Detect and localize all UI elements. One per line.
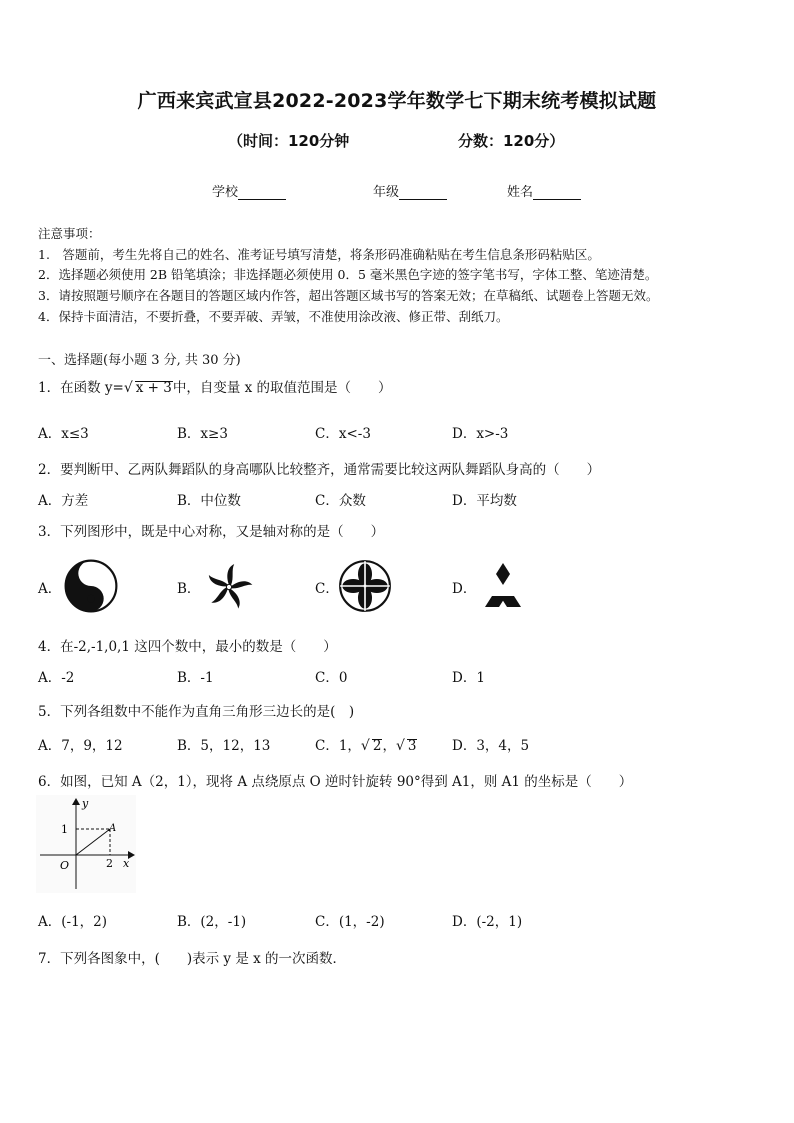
grade-blank[interactable] [399,186,447,200]
page-title: 广西来宾武宣县2022-2023学年数学七下期末统考模拟试题 [137,90,657,112]
option-c[interactable]: C． [315,581,339,597]
x-tick-label: 2 [106,857,113,870]
origin-label: O [60,859,70,872]
point-a-label: A [109,823,117,834]
note-item: 1. 答题前，考生先将自己的姓名、准考证号填写清楚，将条形码准确粘贴在考生信息条形码粘贴区。 [38,247,600,262]
exam-score: 分数：120分） [458,132,565,150]
option-b[interactable]: B．5，12，13 [177,738,271,754]
radical-sign: √ [123,380,133,396]
option-b[interactable]: B． [177,581,201,597]
note-item: 4．保持卡面清洁，不要折叠，不要弄破、弄皱，不准使用涂改液、修正带、刮纸刀。 [38,309,509,324]
radical-sign: √ [360,738,370,754]
section-title: 一、选择题(每小题 3 分, 共 30 分) [38,353,241,368]
coordinate-figure [36,795,136,893]
y-axis-label: y [82,797,89,810]
option-b[interactable]: B．x≥3 [177,426,228,442]
option-a[interactable]: A．(-1，2) [38,914,108,930]
question-5-stem: 5．下列各组数中不能作为直角三角形三边长的是( ) [38,704,355,720]
four-petal-circle-icon[interactable] [338,559,392,613]
question-1-stem-pre: 1．在函数 y= [38,380,124,396]
question-2-stem: 2．要判断甲、乙两队舞蹈队的身高哪队比较整齐，通常需要比较这两队舞蹈队身高的（ ） [38,462,601,478]
radicand: 3 [407,738,417,754]
option-d[interactable]: D．1 [452,670,485,686]
question-7-stem: 7．下列各图象中，( )表示 y 是 x 的一次函数． [38,951,347,967]
option-c[interactable]: C．0 [315,670,348,686]
school-field [212,181,286,200]
radicand: 2 [372,738,382,754]
radical-sign: √ [395,738,405,754]
pinwheel-icon[interactable] [203,561,255,613]
option-a[interactable]: A．-2 [38,670,75,686]
note-item: 2．选择题必须使用 2B 铅笔填涂；非选择题必须使用 0．5 毫米黑色字迹的签字笔书写，字体工整、笔迹清楚。 [38,267,658,282]
school-blank[interactable] [238,186,286,200]
name-label: 姓名 [507,185,534,200]
radicand: x + 3 [135,380,172,396]
option-d[interactable]: D．3，4，5 [452,738,530,754]
option-b[interactable]: B．(2，-1) [177,914,247,930]
exam-time: （时间：120分钟 [228,132,350,150]
school-label: 学校 [212,185,239,200]
option-d[interactable]: D．平均数 [452,493,517,509]
option-a[interactable]: A．x≤3 [38,426,89,442]
option-a[interactable]: A． [38,581,62,597]
option-c-prefix: C．1， [315,738,361,754]
option-c[interactable]: C．x<-3 [315,426,371,442]
grade-label: 年级 [373,185,400,200]
three-diamond-icon[interactable] [478,562,528,608]
question-1-stem [38,376,392,396]
option-d[interactable]: D．(-2，1) [452,914,523,930]
option-d[interactable]: D．x>-3 [452,426,509,442]
question-1-stem-post: 中，自变量 x 的取值范围是（ ） [172,380,392,396]
yin-yang-icon[interactable] [64,559,118,613]
y-tick-label: 1 [61,823,68,836]
option-d[interactable]: D． [452,581,477,597]
question-6-stem: 6．如图，已知 A（2，1），现将 A 点绕原点 O 逆时针旋转 90°得到 A1，则 A1 的坐标是（ ） [38,774,633,790]
note-item: 3．请按照题号顺序在各题目的答题区域内作答，超出答题区域书写的答案无效；在草稿纸、试题卷上答题无效。 [38,288,659,303]
question-4-stem: 4．在-2,-1,0,1 这四个数中，最小的数是（ ） [38,639,337,655]
notes-heading: 注意事项： [38,226,101,241]
option-c[interactable]: C．1，√ 2，√ 3 [315,738,417,754]
grade-field [373,181,447,200]
option-b[interactable]: B．中位数 [177,493,241,509]
option-a[interactable]: A．方差 [38,493,89,509]
name-field [507,181,581,200]
x-axis-label: x [123,857,130,870]
option-c[interactable]: C．(1，-2) [315,914,385,930]
option-a[interactable]: A．7，9，12 [38,738,123,754]
name-blank[interactable] [533,186,581,200]
question-3-stem: 3．下列图形中，既是中心对称，又是轴对称的是（ ） [38,524,385,540]
option-b[interactable]: B．-1 [177,670,214,686]
option-c[interactable]: C．众数 [315,493,366,509]
